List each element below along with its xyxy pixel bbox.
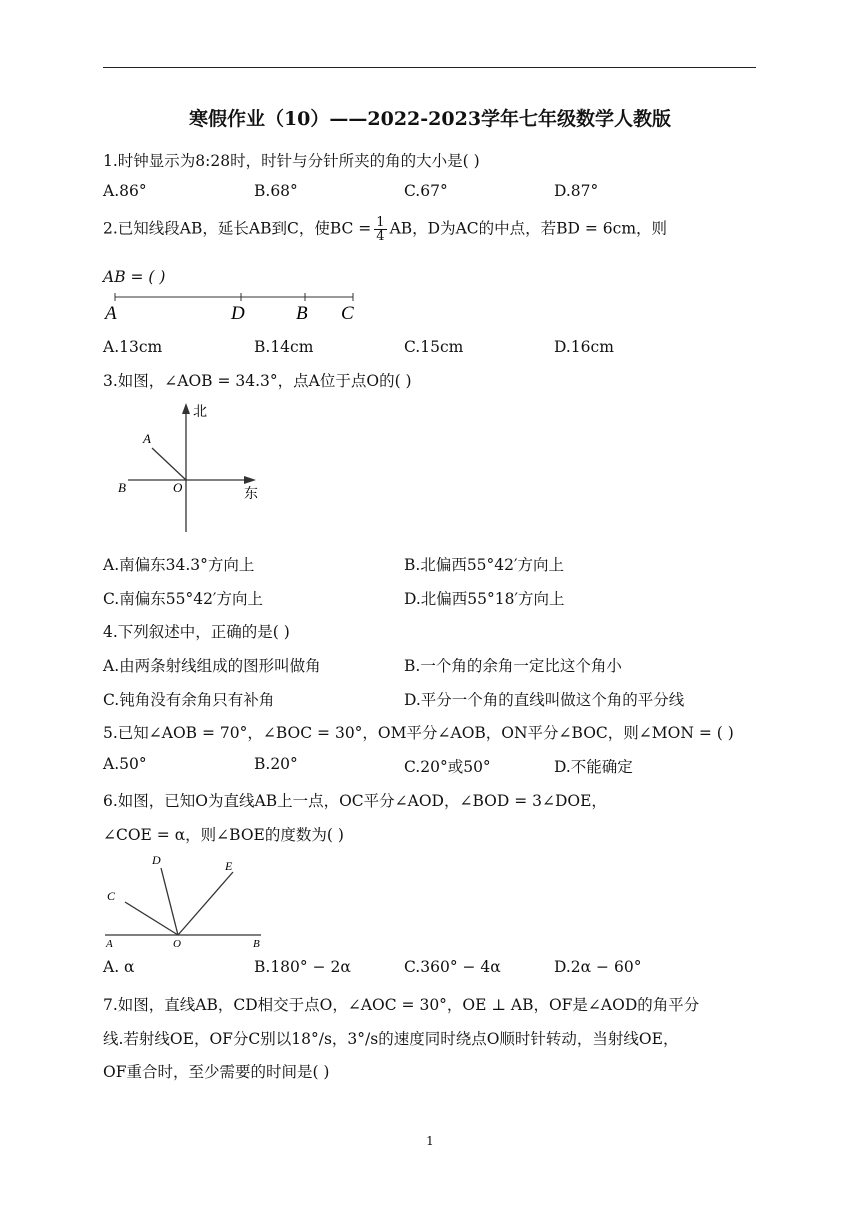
q4-option-a: A.由两条射线组成的图形叫做角 — [103, 657, 321, 675]
q6-option-d: D.2α − 60° — [554, 958, 642, 976]
q4-stem: 4.下列叙述中，正确的是( ) — [103, 623, 290, 641]
q2-stem-line2: AB = ( ) — [103, 268, 166, 286]
q7-stem-line2: 线.若射线OE，OF分C别以18°/s，3°/s的速度同时绕点O顺时针转动，当射线OE， — [103, 1030, 679, 1048]
q4-option-b: B.一个角的余角一定比这个角小 — [404, 657, 622, 675]
header-rule — [103, 67, 756, 68]
q6-label-b: B — [253, 938, 260, 950]
q3-option-c: C.南偏东55°42′方向上 — [103, 590, 263, 608]
q1-option-c: C.67° — [404, 182, 448, 200]
q6-label-e: E — [225, 859, 233, 873]
q6-label-c: C — [107, 889, 116, 903]
q2-stem-part-b: AB，D为AC的中点，若BD = 6cm，则 — [389, 219, 668, 238]
q6-label-a: A — [106, 938, 113, 950]
q1-stem: 1.时钟显示为8:28时，时针与分针所夹的角的大小是( ) — [103, 152, 480, 170]
q6-ray-oc — [125, 902, 178, 935]
q6-ray-od — [161, 868, 178, 935]
q6-stem-line1: 6.如图，已知O为直线AB上一点，OC平分∠AOD，∠BOD = 3∠DOE， — [103, 792, 607, 810]
q3-north-arrowhead — [182, 403, 190, 414]
q6-ray-oe — [178, 872, 233, 935]
q2-fraction-denominator: 4 — [376, 229, 385, 244]
q5-option-c: C.20°或50° — [404, 758, 491, 776]
q5-option-a: A.50° — [103, 755, 147, 773]
q3-stem: 3.如图，∠AOB = 34.3°，点A位于点O的( ) — [103, 372, 412, 390]
q2-label-c: C — [341, 303, 354, 324]
q3-label-east: 东 — [244, 487, 258, 502]
q3-label-a: A — [143, 431, 151, 446]
q3-option-b: B.北偏西55°42′方向上 — [404, 556, 565, 574]
q1-option-d: D.87° — [554, 182, 599, 200]
q1-option-b: B.68° — [254, 182, 298, 200]
q7-stem-line3: OF重合时，至少需要的时间是( ) — [103, 1063, 330, 1081]
q3-east-arrowhead — [244, 476, 256, 484]
q6-label-o: O — [173, 938, 181, 950]
q1-option-a: A.86° — [103, 182, 147, 200]
q6-angle-figure — [103, 850, 273, 950]
q5-option-d: D.不能确定 — [554, 758, 633, 776]
q2-label-d: D — [231, 303, 245, 324]
q2-label-a: A — [105, 303, 117, 324]
q3-compass-figure — [110, 400, 280, 535]
q2-segment-figure — [103, 290, 363, 324]
q2-stem-part-a: 2.已知线段AB，延长AB到C，使BC = — [103, 219, 372, 238]
q6-option-a: A. α — [103, 958, 135, 976]
q4-option-d: D.平分一个角的直线叫做这个角的平分线 — [404, 691, 685, 709]
q3-option-a: A.南偏东34.3°方向上 — [103, 556, 255, 574]
q2-option-a: A.13cm — [103, 338, 163, 356]
q4-option-c: C.钝角没有余角只有补角 — [103, 691, 275, 709]
q2-label-b: B — [296, 303, 308, 324]
q7-stem-line1: 7.如图，直线AB，CD相交于点O，∠AOC = 30°，OE ⊥ AB，OF是∠AOD的角平分 — [103, 996, 700, 1014]
q5-option-b: B.20° — [254, 755, 298, 773]
q3-label-b: B — [118, 480, 126, 495]
q6-option-c: C.360° − 4α — [404, 958, 501, 976]
q5-stem: 5.已知∠AOB = 70°，∠BOC = 30°，OM平分∠AOB，ON平分∠BOC，则∠MON = ( ) — [103, 724, 734, 742]
q3-option-d: D.北偏西55°18′方向上 — [404, 590, 565, 608]
q3-label-o: O — [173, 480, 183, 495]
q2-option-b: B.14cm — [254, 338, 314, 356]
q6-label-d: D — [152, 853, 161, 867]
document-title: 寒假作业（10）——2022-2023学年七年级数学人教版 — [188, 108, 672, 130]
q2-fraction-numerator: 1 — [376, 215, 385, 230]
q2-stem-line1 — [103, 216, 667, 243]
q3-label-north: 北 — [193, 405, 207, 420]
q2-fraction — [374, 216, 386, 243]
q6-stem-line2: ∠COE = α，则∠BOE的度数为( ) — [103, 826, 344, 844]
q6-option-b: B.180° − 2α — [254, 958, 351, 976]
q2-option-c: C.15cm — [404, 338, 464, 356]
page-number: 1 — [426, 1134, 434, 1148]
q3-ray-oa — [152, 448, 186, 480]
q2-option-d: D.16cm — [554, 338, 614, 356]
